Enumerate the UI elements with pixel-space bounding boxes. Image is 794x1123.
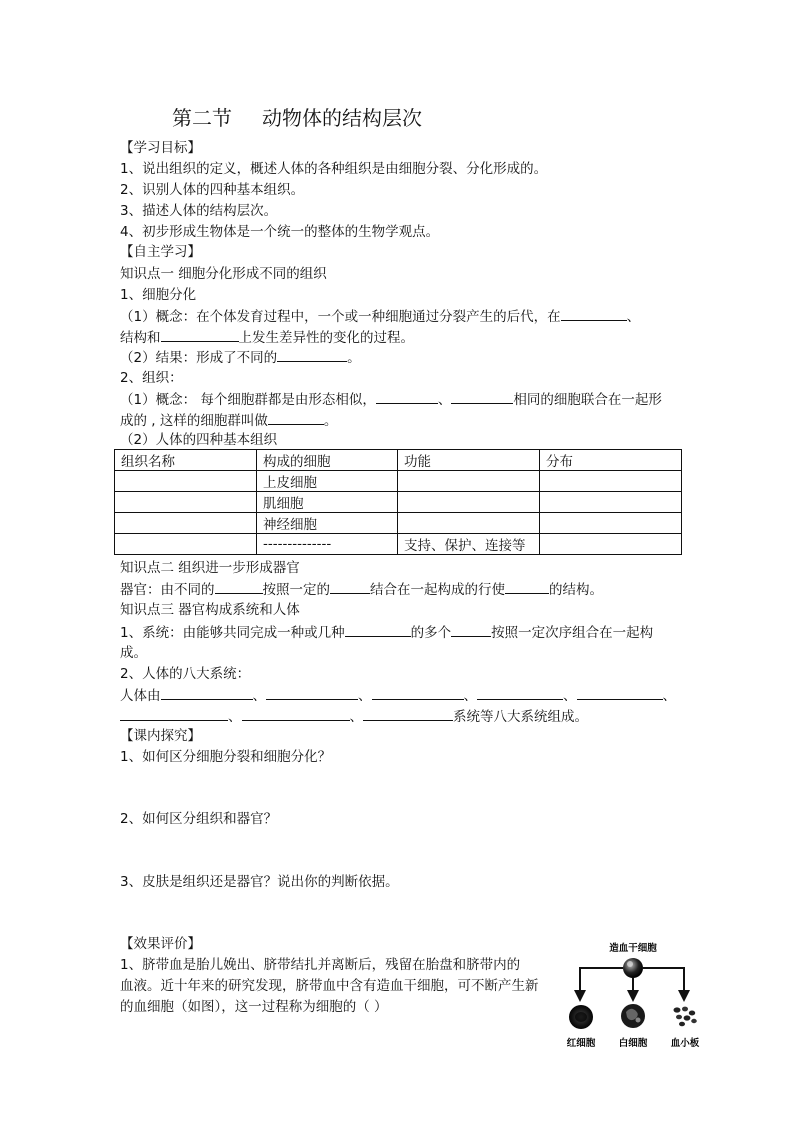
white-cell-label: 白细胞 bbox=[618, 1038, 648, 1049]
evaluate-text-line1: 1、脐带血是胎儿娩出、脐带结扎并离断后，残留在胎盘和脐带内的 bbox=[120, 957, 521, 973]
red-blood-cell-icon bbox=[569, 1005, 593, 1029]
fill-blank[interactable] bbox=[451, 622, 491, 637]
goals-header: 【学习目标】 bbox=[120, 140, 201, 156]
evaluate-header: 【效果评价】 bbox=[120, 936, 201, 952]
platelet-icon bbox=[674, 1007, 697, 1027]
red-cell-label: 红细胞 bbox=[566, 1038, 596, 1049]
table-cell[interactable] bbox=[540, 534, 682, 555]
table-row bbox=[115, 471, 682, 492]
table-header-row bbox=[115, 450, 682, 471]
differentiation-title: 1、细胞分化 bbox=[120, 287, 197, 303]
table-cell[interactable] bbox=[115, 513, 257, 534]
goal-item: 4、初步形成生物体是一个统一的整体的生物学观点。 bbox=[120, 224, 440, 240]
table-header: 构成的细胞 bbox=[257, 450, 398, 471]
table-row bbox=[115, 492, 682, 513]
four-tissues-title: （2）人体的四种基本组织 bbox=[120, 432, 278, 448]
section-title: 动物体的结构层次 bbox=[262, 106, 422, 130]
fill-blank[interactable] bbox=[477, 685, 563, 700]
evaluate-text-line2: 血液。近十年来的研究发现，脐带血中含有造血干细胞，可不断产生新 bbox=[120, 978, 539, 994]
differentiation-concept-line2: 结构和 上发生差异性的变化的过程。 bbox=[120, 327, 414, 348]
fill-blank[interactable] bbox=[376, 389, 438, 404]
organ-definition: 器官：由不同的 按照一定的 结合在一起构成的行使 的结构。 bbox=[120, 579, 603, 600]
table-cell[interactable] bbox=[115, 534, 257, 555]
table-header: 分布 bbox=[540, 450, 682, 471]
blood-cell-diagram-art bbox=[566, 942, 704, 1054]
eight-systems-line2: 、 、 系统等八大系统组成。 bbox=[120, 706, 588, 727]
blood-cell-diagram bbox=[566, 942, 704, 1054]
fill-blank[interactable] bbox=[330, 579, 370, 594]
fill-blank[interactable] bbox=[561, 306, 627, 321]
table-cell[interactable] bbox=[115, 492, 257, 513]
table-cell[interactable] bbox=[398, 492, 540, 513]
kp1-title: 知识点一 细胞分化形成不同的组织 bbox=[120, 266, 327, 282]
white-blood-cell-icon bbox=[621, 1004, 645, 1028]
explore-header: 【课内探究】 bbox=[120, 728, 201, 744]
goal-item: 2、识别人体的四种基本组织。 bbox=[120, 182, 305, 198]
tissue-concept-line1: （1）概念： 每个细胞群都是由形态相似， 、 相同的细胞联合在一起形 bbox=[120, 389, 662, 410]
kp2-title: 知识点二 组织进一步形成器官 bbox=[120, 560, 300, 576]
differentiation-concept-line1: （1）概念：在个体发育过程中，一个或一种细胞通过分裂产生的后代，在 、 bbox=[120, 306, 640, 327]
system-definition-line2: 成。 bbox=[120, 645, 147, 661]
question-1: 1、如何区分细胞分裂和细胞分化？ bbox=[120, 749, 332, 765]
fill-blank[interactable] bbox=[345, 622, 411, 637]
tissue-title: 2、组织： bbox=[120, 370, 183, 386]
section-number: 第二节 bbox=[172, 106, 232, 130]
differentiation-result: （2）结果：形成了不同的 。 bbox=[120, 347, 361, 368]
stem-cell-icon bbox=[623, 958, 643, 978]
fill-blank[interactable] bbox=[242, 706, 350, 721]
fill-blank[interactable] bbox=[451, 389, 513, 404]
tissue-concept-line2: 成的 , 这样的细胞群叫做 。 bbox=[120, 410, 337, 431]
goal-item: 1、说出组织的定义，概述人体的各种组织是由细胞分裂、分化形成的。 bbox=[120, 161, 548, 177]
question-3: 3、皮肤是组织还是器官？说出你的判断依据。 bbox=[120, 874, 399, 890]
fill-blank[interactable] bbox=[372, 685, 464, 700]
stem-cell-label: 造血干细胞 bbox=[609, 943, 657, 954]
table-cell[interactable] bbox=[540, 492, 682, 513]
table-cell: 支持、保护、连接等 bbox=[398, 534, 540, 555]
table-cell[interactable] bbox=[398, 471, 540, 492]
table-header: 组织名称 bbox=[115, 450, 257, 471]
table-header: 功能 bbox=[398, 450, 540, 471]
platelet-label: 血小板 bbox=[670, 1038, 700, 1049]
eight-systems-title: 2、人体的八大系统： bbox=[120, 666, 251, 682]
self-study-header: 【自主学习】 bbox=[120, 244, 201, 260]
table-row bbox=[115, 513, 682, 534]
table-cell[interactable] bbox=[398, 513, 540, 534]
table-cell: 上皮细胞 bbox=[257, 471, 398, 492]
tissue-table bbox=[114, 449, 682, 555]
table-cell: 神经细胞 bbox=[257, 513, 398, 534]
goal-item: 3、描述人体的结构层次。 bbox=[120, 203, 278, 219]
fill-blank[interactable] bbox=[120, 706, 228, 721]
kp3-title: 知识点三 器官构成系统和人体 bbox=[120, 602, 300, 618]
eight-systems-line1: 人体由 、 、 、 、 、 bbox=[120, 685, 676, 706]
system-definition-line1: 1、系统：由能够共同完成一种或几种 的多个 按照一定次序组合在一起构 bbox=[120, 622, 653, 643]
table-cell[interactable] bbox=[540, 471, 682, 492]
fill-blank[interactable] bbox=[577, 685, 663, 700]
fill-blank[interactable] bbox=[215, 579, 263, 594]
table-cell: -------------- bbox=[257, 534, 398, 555]
table-cell: 肌细胞 bbox=[257, 492, 398, 513]
fill-blank[interactable] bbox=[266, 685, 358, 700]
fill-blank[interactable] bbox=[505, 579, 549, 594]
fill-blank[interactable] bbox=[363, 706, 453, 721]
page-title bbox=[172, 104, 422, 132]
fill-blank[interactable] bbox=[277, 347, 347, 362]
question-2: 2、如何区分组织和器官？ bbox=[120, 811, 278, 827]
table-cell[interactable] bbox=[540, 513, 682, 534]
table-row bbox=[115, 534, 682, 555]
evaluate-text-line3: 的血细胞（如图），这一过程称为细胞的（ ） bbox=[120, 999, 388, 1015]
table-cell[interactable] bbox=[115, 471, 257, 492]
fill-blank[interactable] bbox=[161, 327, 239, 342]
fill-blank[interactable] bbox=[268, 410, 324, 425]
fill-blank[interactable] bbox=[161, 685, 253, 700]
